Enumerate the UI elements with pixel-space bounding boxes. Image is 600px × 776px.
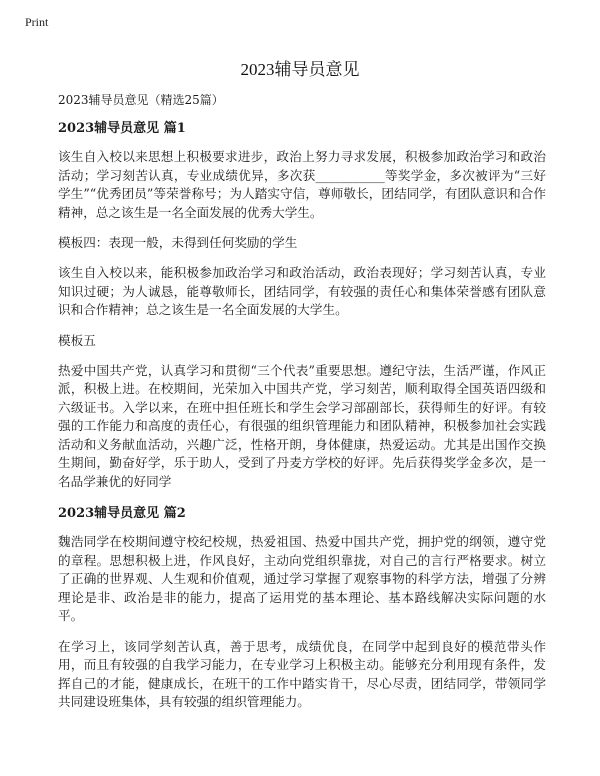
template-label: 模板五 [58, 332, 96, 348]
document-subtitle: 2023辅导员意见（精选25篇） [58, 93, 224, 107]
paragraph: 该生自入校以来，能积极参加政治学习和政治活动，政治表现好；学习刻苦认真，专业知识过硬；为人诚恳，能尊敬师长，团结同学，有较强的责任心和集体荣誉感有团队意识和合作精神；总之该生是一名全面发展的大学生。 [58, 265, 546, 317]
paragraph: 热爱中国共产党，认真学习和贯彻“三个代表”重要思想。遵纪守法，生活严谨，作风正派，积极上进。在校期间，光荣加入中国共产党，学习刻苦，顺利取得全国英语四级和六级证书。入学以来，在班中担任班长和学生会学习部副部长，获得师生的好评。有较强的工作能力和高度的责任心，有很强的组织管理能力和团队精神，积极参加社会实践活动和义务献血活动，兴趣广泛，性格开朗，身体健康，热爱运动。尤其是出国作交换生期间，勤奋好学，乐于助人，受到了丹麦方学校的好评。先后获得奖学金多次，是一名品学兼优的好同学 [58, 362, 546, 489]
document-body [58, 92, 546, 724]
paragraph: 魏浩同学在校期间遵守校纪校规，热爱祖国、热爱中国共产党，拥护党的纲领，遵守党的章程。思想积极上进，作风良好，主动向党组织靠拢，对自己的言行严格要求。树立了正确的世界观、人生观和价值观，通过学习掌握了观察事物的科学方法，增强了分辨理论是非、政治是非的能力，提高了运用党的基本理论、基本路线解决实际问题的水平。 [58, 534, 546, 623]
section-2 [58, 505, 546, 712]
page-title: 2023辅导员意见 [240, 60, 360, 79]
paragraph: 该生自入校以来思想上积极要求进步，政治上努力寻求发展，积极参加政治学习和政治活动；学习刻苦认真，专业成绩优异，多次获___________等奖学金，多次被评为“三好学生”“优秀团员”等荣誉称号；为人踏实守信，尊师敬长，团结同学，有团队意识和合作精神，总之该生是一名全面发展的优秀大学生。 [58, 149, 546, 220]
section-heading: 2023辅导员意见 篇1 [58, 121, 186, 136]
paragraph: 在学习上，该同学刻苦认真，善于思考，成绩优良，在同学中起到良好的模范带头作用，而且有较强的自我学习能力，在专业学习上积极主动。能够充分利用现有条件，发挥自己的才能，健康成长，在班干的工作中踏实肯干，尽心尽责，团结同学，带领同学共同建设班集体，具有较强的组织管理能力。 [58, 638, 546, 709]
print-link[interactable]: Print [25, 15, 49, 29]
section-1 [58, 120, 546, 491]
section-heading: 2023辅导员意见 篇2 [58, 506, 186, 521]
template-label: 模板四：表现一般，未得到任何奖励的学生 [58, 235, 298, 250]
